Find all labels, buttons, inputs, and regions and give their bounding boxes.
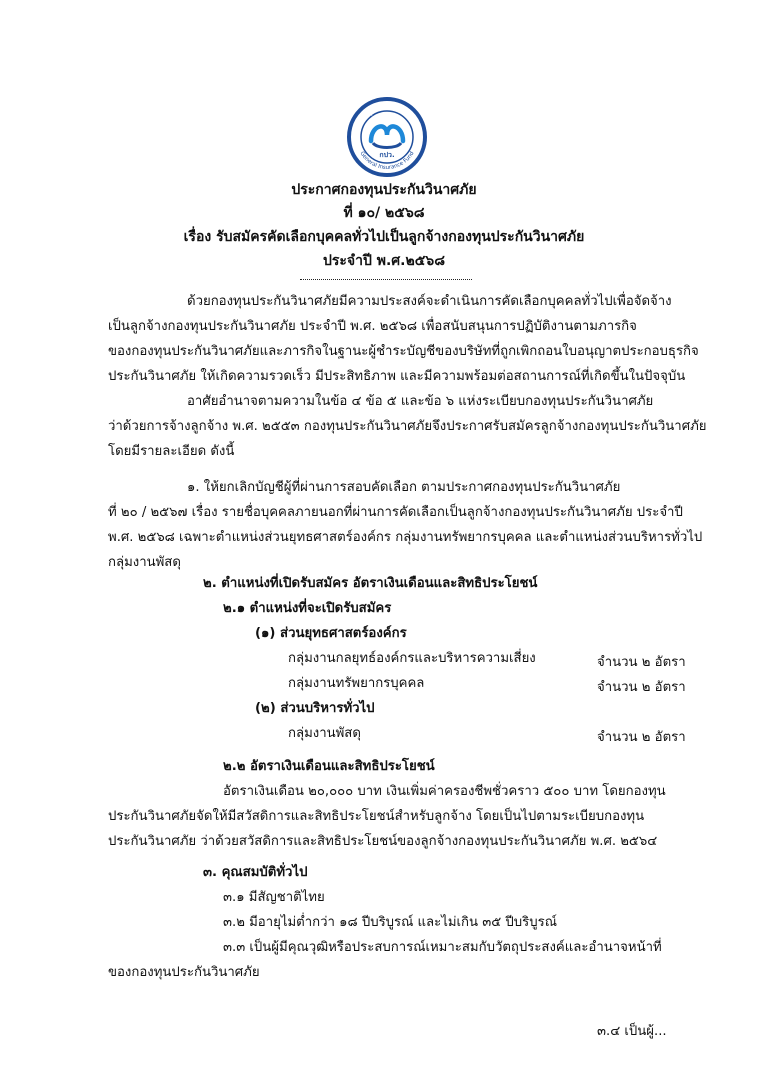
section2-heading: ๒. ตำแหน่งที่เปิดรับสมัคร อัตราเงินเดือนและสิทธิประโยชน์ [203, 576, 538, 591]
authority-line: อาศัยอำนาจตามความในข้อ ๔ ข้อ ๕ และข้อ ๖ แห่งระเบียบกองทุนประกันวินาศภัย [187, 394, 654, 409]
position-name: กลุ่มงานกลยุทธ์องค์กรและบริหารความเสี่ยง [288, 651, 536, 666]
announcement-year: ประจำปี พ.ศ.๒๕๖๘ [322, 253, 445, 269]
intro-line: ประกันวินาศภัย ให้เกิดความรวดเร็ว มีประสิทธิภาพ และมีความพร้อมต่อสถานการณ์ที่เกิดขึ้นในปัจจุบัน [108, 369, 686, 384]
next-page-continuation: ๓.๔ เป็นผู้... [597, 1024, 667, 1039]
section1-line: ๑. ให้ยกเลิกบัญชีผู้ที่ผ่านการสอบคัดเลือก ตามประกาศกองทุนประกันวินาศภัย [187, 480, 621, 495]
authority-line: ว่าด้วยการจ้างลูกจ้าง พ.ศ. ๒๕๕๓ กองทุนประกันวินาศภัยจึงประกาศรับสมัครลูกจ้างกองทุนประกันวินาศภัย [108, 419, 707, 434]
section1-line: ที่ ๒๐ / ๒๕๖๗ เรื่อง รายชื่อบุคคลภายนอกที่ผ่านการคัดเลือกเป็นลูกจ้างกองทุนประกันวินาศภัย ประจำปี [108, 505, 683, 520]
general-insurance-fund-logo [347, 97, 427, 177]
qualification-item: ๓.๓ เป็นผู้มีคุณวุฒิหรือประสบการณ์เหมาะสมกับวัตถุประสงค์และอำนาจหน้าที่ [223, 940, 662, 955]
authority-line: โดยมีรายละเอียด ดังนี้ [108, 444, 235, 459]
logo-arc-text: กองทุนประกันวินาศภัย [356, 102, 418, 127]
section1-line: กลุ่มงานพัสดุ [108, 555, 181, 570]
position-count: จำนวน ๒ อัตรา [597, 730, 686, 745]
intro-line: ของกองทุนประกันวินาศภัยและภารกิจในฐานะผู้ชำระบัญชีของบริษัทที่ถูกเพิกถอนใบอนุญาตประกอบธุรกิจ [108, 344, 699, 359]
section2-2-heading: ๒.๒ อัตราเงินเดือนและสิทธิประโยชน์ [223, 759, 435, 774]
salary-line: ประกันวินาศภัยจัดให้มีสวัสดิการและสิทธิประโยชน์สำหรับลูกจ้าง โดยเป็นไปตามระเบียบกองทุน [108, 809, 645, 824]
position-count: จำนวน ๒ อัตรา [597, 655, 686, 670]
announcement-number: ที่ ๑๐/ ๒๕๖๘ [343, 205, 425, 221]
qualification-item: ๓.๑ มีสัญชาติไทย [223, 890, 325, 905]
intro-line: ด้วยกองทุนประกันวินาศภัยมีความประสงค์จะดำเนินการคัดเลือกบุคคลทั่วไปเพื่อจัดจ้าง [187, 294, 672, 309]
position-name: กลุ่มงานพัสดุ [288, 726, 361, 741]
section1-line: พ.ศ. ๒๕๖๘ เฉพาะตำแหน่งส่วนยุทธศาสตร์องค์กร กลุ่มงานทรัพยากรบุคคล และตำแหน่งส่วนบริหารทั่วไป [108, 530, 703, 545]
position-name: กลุ่มงานทรัพยากรบุคคล [288, 676, 425, 691]
intro-line: เป็นลูกจ้างกองทุนประกันวินาศภัย ประจำปี พ.ศ. ๒๕๖๘ เพื่อสนับสนุนการปฏิบัติงานตามภารกิจ [108, 319, 637, 334]
logo-abbr: กปว. [379, 151, 395, 159]
position-count: จำนวน ๒ อัตรา [597, 680, 686, 695]
announcement-subject: เรื่อง รับสมัครคัดเลือกบุคคลทั่วไปเป็นลูกจ้างกองทุนประกันวินาศภัย [183, 229, 585, 245]
section3-heading: ๓. คุณสมบัติทั่วไป [203, 865, 308, 880]
logo-bottom-text: General Insurance Fund [358, 150, 416, 172]
group1-heading: (๑) ส่วนยุทธศาสตร์องค์กร [255, 626, 407, 641]
qualification-item: ๓.๒ มีอายุไม่ต่ำกว่า ๑๘ ปีบริบูรณ์ และไม่เกิน ๓๕ ปีบริบูรณ์ [223, 915, 557, 930]
qualification-item-continued: ของกองทุนประกันวินาศภัย [108, 965, 260, 980]
announcement-title: ประกาศกองทุนประกันวินาศภัย [291, 182, 477, 198]
salary-line: อัตราเงินเดือน ๒๐,๐๐๐ บาท เงินเพิ่มค่าครองชีพชั่วคราว ๕๐๐ บาท โดยกองทุน [223, 784, 666, 799]
group2-heading: (๒) ส่วนบริหารทั่วไป [255, 701, 375, 716]
section2-1-heading: ๒.๑ ตำแหน่งที่จะเปิดรับสมัคร [223, 601, 392, 616]
salary-line: ประกันวินาศภัย ว่าด้วยสวัสดิการและสิทธิประโยชน์ของลูกจ้างกองทุนประกันวินาศภัย พ.ศ. ๒๕๖๔ [108, 834, 658, 849]
title-divider [300, 279, 472, 280]
